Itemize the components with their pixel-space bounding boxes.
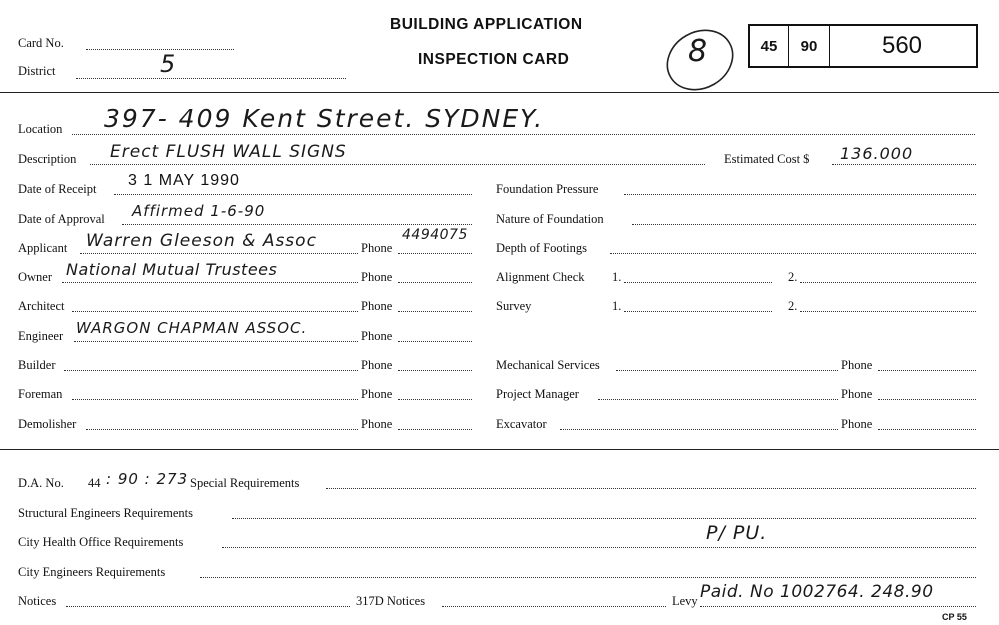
location-value: 397- 409 Kent Street. SYDNEY. [104,104,545,133]
builder-label: Builder [18,358,56,372]
circled-number: 8 [688,34,709,69]
alignment-num-1: 1. [612,270,622,284]
owner-field[interactable] [62,282,358,283]
mechanical-services-field[interactable] [616,370,838,371]
da-prefix: 44 [88,476,101,490]
mechanical-phone-field[interactable] [878,370,976,371]
demolisher-phone-label: Phone [361,417,393,431]
header-divider [0,92,999,93]
estimated-cost-field[interactable] [832,164,976,165]
engineer-phone-label: Phone [361,329,393,343]
excavator-phone-field[interactable] [878,429,976,430]
da-no-label: D.A. No. [18,476,64,490]
builder-phone-field[interactable] [398,370,472,371]
excavator-label: Excavator [496,417,547,431]
structural-requirements-label: Structural Engineers Requirements [18,506,193,520]
alignment-check-label: Alignment Check [496,270,585,284]
location-field[interactable] [72,134,975,135]
location-label: Location [18,122,63,136]
estimated-cost-value: 136.000 [840,144,914,163]
alignment-num-2: 2. [788,270,798,284]
depth-footings-field[interactable] [610,253,976,254]
engineer-label: Engineer [18,329,64,343]
survey-label: Survey [496,299,532,313]
mechanical-phone-label: Phone [841,358,873,372]
applicant-phone-value: 4494075 [402,227,468,243]
date-approval-value: Affirmed 1-6-90 [132,202,266,220]
foundation-pressure-field[interactable] [624,194,976,195]
nature-foundation-label: Nature of Foundation [496,212,604,226]
architect-phone-label: Phone [361,299,393,313]
estimated-cost-label: Estimated Cost $ [724,152,810,166]
project-manager-label: Project Manager [496,387,579,401]
da-value: : 90 : 273 [106,470,189,488]
code-cell-1: 45 [750,26,789,66]
survey-1-field[interactable] [624,311,772,312]
foreman-phone-label: Phone [361,387,393,401]
notices-field[interactable] [66,606,350,607]
description-value: Erect FLUSH WALL SIGNS [110,142,347,162]
demolisher-label: Demolisher [18,417,77,431]
architect-phone-field[interactable] [398,311,472,312]
foundation-pressure-label: Foundation Pressure [496,182,599,196]
applicant-label: Applicant [18,241,68,255]
code-cell-3: 560 [881,32,923,59]
form-code: CP 55 [942,612,967,622]
mechanical-services-label: Mechanical Services [496,358,600,372]
architect-label: Architect [18,299,65,313]
demolisher-phone-field[interactable] [398,429,472,430]
date-receipt-value: 3 1 MAY 1990 [128,172,240,189]
applicant-phone-label: Phone [361,241,393,255]
date-receipt-field[interactable] [114,194,472,195]
description-label: Description [18,152,77,166]
project-manager-phone-field[interactable] [878,399,976,400]
description-field[interactable] [90,164,705,165]
foreman-phone-field[interactable] [398,399,472,400]
structural-requirements-field[interactable] [232,518,976,519]
district-label: District [18,64,56,78]
levy-value: Paid. No 1002764. 248.90 [700,582,934,602]
owner-phone-field[interactable] [398,282,472,283]
owner-phone-label: Phone [361,270,393,284]
form-title-line2: INSPECTION CARD [418,51,570,68]
317d-notices-label: 317D Notices [356,594,426,608]
builder-field[interactable] [64,370,358,371]
survey-2-field[interactable] [800,311,976,312]
levy-label: Levy [672,594,698,608]
foreman-label: Foreman [18,387,63,401]
special-requirements-field[interactable] [326,488,976,489]
district-field[interactable] [76,78,346,79]
card-no-label: Card No. [18,36,64,50]
city-engineers-label: City Engineers Requirements [18,565,166,579]
health-requirements-value: P/ PU. [706,522,768,544]
engineer-value: WARGON CHAPMAN ASSOC. [76,319,308,337]
builder-phone-label: Phone [361,358,393,372]
applicant-field[interactable] [80,253,358,254]
alignment-check-2-field[interactable] [800,282,976,283]
applicant-value: Warren Gleeson & Assoc [86,231,317,251]
engineer-phone-field[interactable] [398,341,472,342]
city-engineers-field[interactable] [200,577,976,578]
health-requirements-field[interactable] [222,547,976,548]
owner-label: Owner [18,270,53,284]
health-requirements-label: City Health Office Requirements [18,535,184,549]
foreman-field[interactable] [72,399,358,400]
architect-field[interactable] [72,311,358,312]
nature-foundation-field[interactable] [632,224,976,225]
bottom-divider [0,449,999,450]
notices-label: Notices [18,594,57,608]
levy-field[interactable] [700,606,976,607]
excavator-field[interactable] [560,429,838,430]
applicant-phone-field[interactable] [398,253,472,254]
date-approval-field[interactable] [122,224,472,225]
excavator-phone-label: Phone [841,417,873,431]
code-cell-2: 90 [789,26,830,66]
engineer-field[interactable] [74,341,358,342]
owner-value: National Mutual Trustees [66,260,278,279]
form-title-line1: BUILDING APPLICATION [390,16,583,33]
survey-num-2: 2. [788,299,798,313]
demolisher-field[interactable] [86,429,358,430]
special-requirements-label: Special Requirements [190,476,300,490]
alignment-check-1-field[interactable] [624,282,772,283]
depth-footings-label: Depth of Footings [496,241,587,255]
survey-num-1: 1. [612,299,622,313]
date-receipt-label: Date of Receipt [18,182,97,196]
date-approval-label: Date of Approval [18,212,105,226]
317d-notices-field[interactable] [442,606,666,607]
project-manager-field[interactable] [598,399,838,400]
district-value: 5 [160,50,177,78]
project-manager-phone-label: Phone [841,387,873,401]
